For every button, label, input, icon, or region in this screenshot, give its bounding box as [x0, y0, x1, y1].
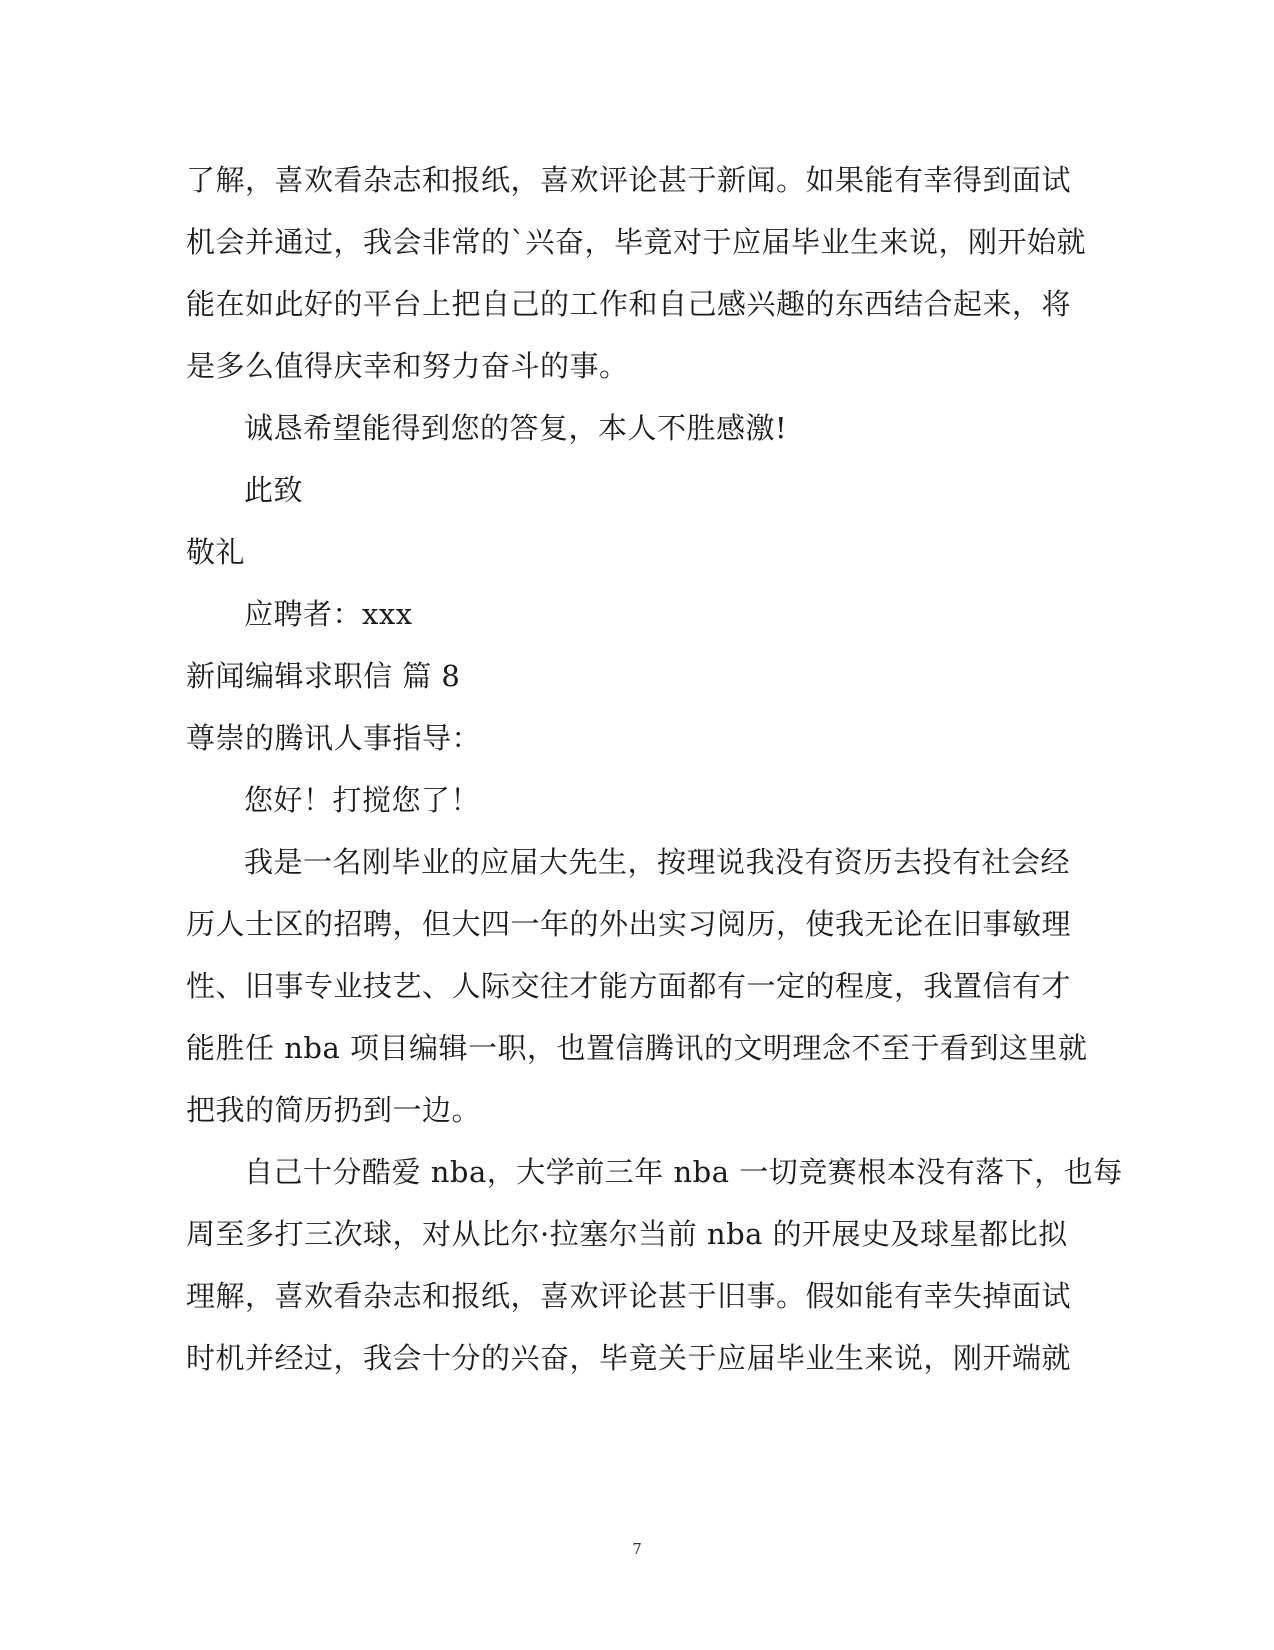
page-number: 7	[632, 1540, 642, 1558]
text-line: 时机并经过，我会十分的兴奋，毕竟关于应届毕业生来说，刚开端就	[186, 1341, 1072, 1375]
section-heading: 新闻编辑求职信 篇 8	[186, 659, 461, 693]
greeting-line: 您好！打搅您了！	[244, 783, 481, 817]
text-line: 是多么值得庆幸和努力奋斗的事。	[186, 349, 629, 383]
letter-salutation: 尊崇的腾讯人事指导：	[186, 721, 482, 755]
text-line: 了解，喜欢看杂志和报纸，喜欢评论甚于新闻。如果能有幸得到面试	[186, 163, 1072, 197]
text-line: 诚恳希望能得到您的答复，本人不胜感激!	[244, 411, 788, 445]
text-line: 把我的简历扔到一边。	[186, 1093, 482, 1127]
closing-salutation: 此致	[244, 473, 304, 507]
signature-line: 应聘者：xxx	[244, 597, 413, 631]
text-line: 自己十分酷爱 nba，大学前三年 nba 一切竞赛根本没有落下，也每	[244, 1155, 1123, 1189]
text-line: 周至多打三次球，对从比尔·拉塞尔当前 nba 的开展史及球星都比拟	[186, 1217, 1068, 1251]
text-line: 能在如此好的平台上把自己的工作和自己感兴趣的东西结合起来，将	[186, 287, 1072, 321]
text-line: 历人士区的招聘，但大四一年的外出实习阅历，使我无论在旧事敏理	[186, 907, 1072, 941]
closing-regards: 敬礼	[186, 535, 246, 569]
text-line: 机会并通过，我会非常的`兴奋，毕竟对于应届毕业生来说，刚开始就	[186, 225, 1087, 259]
text-line: 性、旧事专业技艺、人际交往才能方面都有一定的程度，我置信有才	[186, 969, 1072, 1003]
text-line: 理解，喜欢看杂志和报纸，喜欢评论甚于旧事。假如能有幸失掉面试	[186, 1279, 1072, 1313]
text-line: 能胜任 nba 项目编辑一职，也置信腾讯的文明理念不至于看到这里就	[186, 1031, 1088, 1065]
text-line: 我是一名刚毕业的应届大先生，按理说我没有资历去投有社会经	[244, 845, 1071, 879]
